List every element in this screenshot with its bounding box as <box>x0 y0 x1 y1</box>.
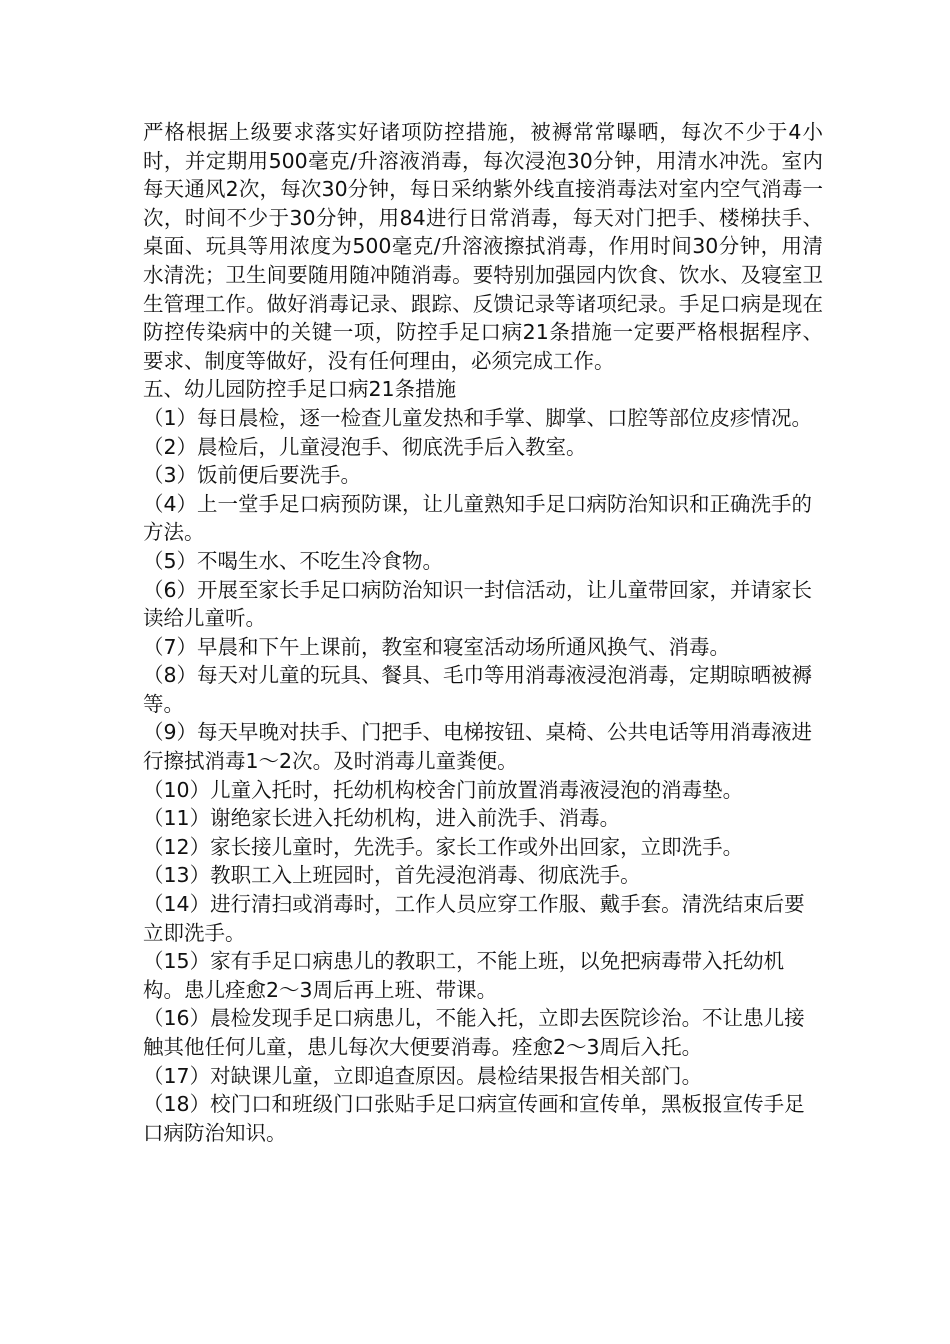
measure-item-16: （16）晨检发现手足口病患儿，不能入托，立即去医院诊治。不让患儿接触其他任何儿童，患儿每次大便要消毒。痊愈2～3周后入托。 <box>143 1006 805 1059</box>
measure-item-18: （18）校门口和班级门口张贴手足口病宣传画和宣传单，黑板报宣传手足口病防治知识。 <box>143 1092 805 1145</box>
document-page <box>143 118 823 1147</box>
measure-item-4: （4）上一堂手足口病预防课，让儿童熟知手足口病防治知识和正确洗手的方法。 <box>143 491 813 545</box>
section-heading: 五、幼儿园防控手足口病21条措施 <box>143 377 457 402</box>
measure-item-17: （17）对缺课儿童，立即追查原因。晨检结果报告相关部门。 <box>143 1063 703 1088</box>
measure-item-8: （8）每天对儿童的玩具、餐具、毛巾等用消毒液浸泡消毒，定期晾晒被褥等。 <box>143 663 813 716</box>
measure-item-12: （12）家长接儿童时，先洗手。家长工作或外出回家，立即洗手。 <box>143 834 744 859</box>
measure-item-9: （9）每天早晚对扶手、门把手、电梯按钮、桌椅、公共电话等用消毒液进行擦拭消毒1～2次。及时消毒儿童粪便。 <box>143 720 813 774</box>
measure-item-6: （6）开展至家长手足口病防治知识一封信活动，让儿童带回家，并请家长读给儿童听。 <box>143 577 813 631</box>
measure-item-13: （13）教职工入上班园时，首先浸泡消毒、彻底洗手。 <box>143 863 641 888</box>
measure-item-15: （15）家有手足口病患儿的教职工，不能上班，以免把病毒带入托幼机构。患儿痊愈2～3周后再上班、带课。 <box>143 949 785 1002</box>
measure-item-14: （14）进行清扫或消毒时，工作人员应穿工作服、戴手套。清洗结束后要立即洗手。 <box>143 892 805 945</box>
measure-item-5: （5）不喝生水、不吃生冷食物。 <box>143 548 444 573</box>
measures-list <box>143 404 823 1147</box>
measure-item-7: （7）早晨和下午上课前，教室和寝室活动场所通风换气、消毒。 <box>143 634 731 659</box>
intro-paragraph: 严格根据上级要求落实好诸项防控措施，被褥常常曝晒，每次不少于4小时，并定期用500毫克/升溶液消毒，每次浸泡30分钟，用清水冲洗。室内每天通风2次，每次30分钟，每日采纳紫外线直接消毒法对室内空气消毒一次，时间不少于30分钟，用84进行日常消毒，每天对门把手、楼梯扶手、桌面、玩具等用浓度为500毫克/升溶液擦拭消毒，作用时间30分钟，用清水清洗；卫生间要随用随冲随消毒。要特别加强园内饮食、饮水、及寝室卫生管理工作。做好消毒记录、跟踪、反馈记录等诸项纪录。手足口病是现在防控传染病中的关键一项，防控手足口病21条措施一定要严格根据程序、要求、制度等做好，没有任何理由，必须完成工作。 <box>143 120 823 373</box>
measure-item-1: （1）每日晨检，逐一检查儿童发热和手掌、脚掌、口腔等部位皮疹情况。 <box>143 405 813 430</box>
measure-item-11: （11）谢绝家长进入托幼机构，进入前洗手、消毒。 <box>143 806 621 831</box>
measure-item-10: （10）儿童入托时，托幼机构校舍门前放置消毒液浸泡的消毒垫。 <box>143 777 744 802</box>
measure-item-3: （3）饭前便后要洗手。 <box>143 463 362 488</box>
measure-item-2: （2）晨检后，儿童浸泡手、彻底洗手后入教室。 <box>143 434 587 459</box>
